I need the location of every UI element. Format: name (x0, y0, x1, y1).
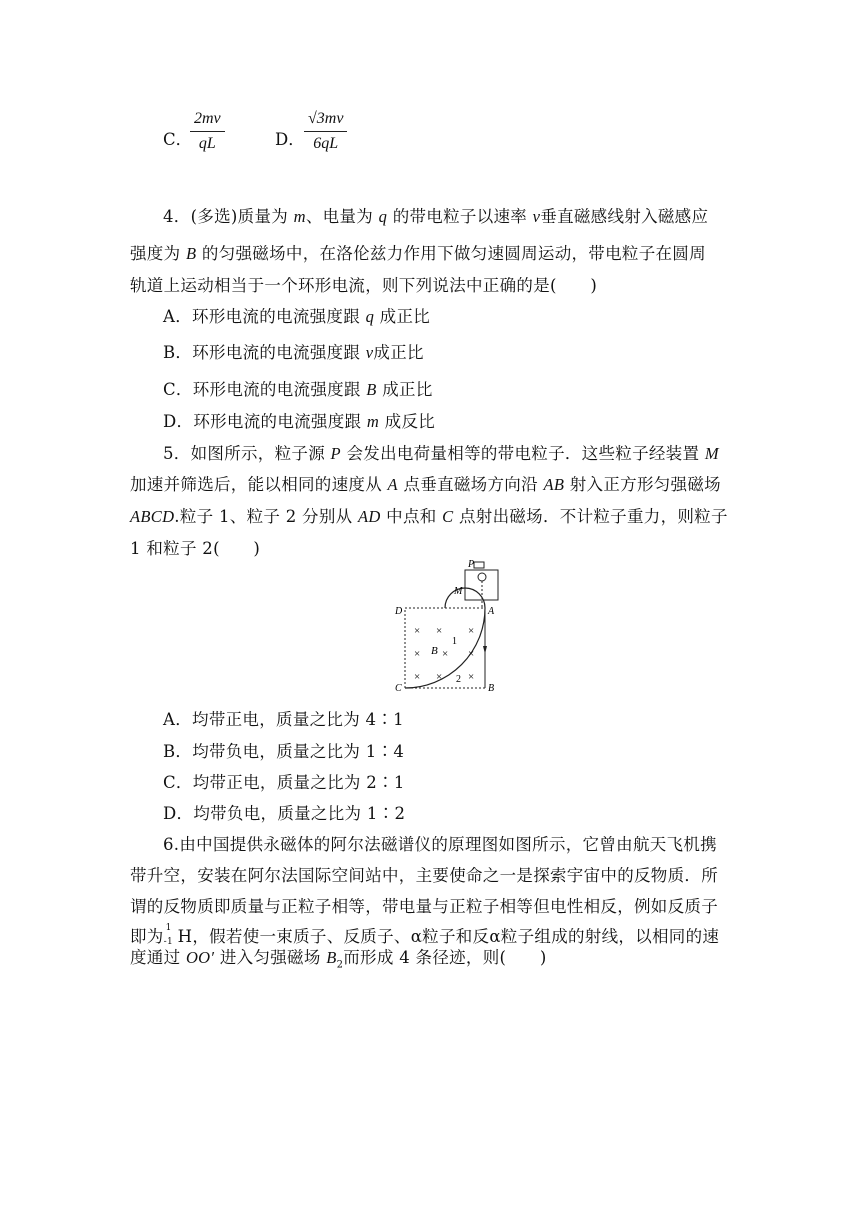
q3-option-d-fraction (304, 110, 347, 153)
q5-option-b[interactable]: B．均带负电，质量之比为 1∶4 (163, 742, 405, 761)
arrow-down-icon (483, 646, 487, 654)
q4-option-a[interactable]: A．环形电流的电流强度跟 q 成正比 (163, 307, 431, 326)
q5-stem-line4: 1 和粒子 2( ) (130, 539, 261, 558)
q6-stem-line5: 度通过 OO′ 进入匀强磁场 $B_2$而形成 4 条径迹，则( ) (130, 948, 547, 971)
q3-option-d-numerator: √3mv (304, 110, 347, 132)
q5-figure (390, 558, 505, 698)
q3-option-c-label: C． (163, 130, 193, 149)
field-cross: × (468, 648, 475, 660)
q5-stem-line3: ABCD.粒子 1、粒子 2 分别从 AD 中点和 C 点射出磁场．不计粒子重力，则粒子 (130, 507, 728, 526)
q4-stem-line2: 强度为 B 的匀强磁场中，在洛伦兹力作用下做匀速圆周运动，带电粒子在圆周 (130, 244, 706, 263)
q3-option-c-denominator: qL (198, 135, 216, 152)
q3-option-c-fraction (190, 110, 225, 153)
field-cross: × (468, 671, 475, 683)
source-box (474, 562, 484, 568)
label-c: C (395, 683, 402, 694)
q6-stem-line1: 6.由中国提供永磁体的阿尔法磁谱仪的原理图如图所示，它曾由航天飞机携 (163, 835, 717, 854)
label-path-1: 1 (452, 636, 457, 647)
q5-stem-line2: 加速并筛选后，能以相同的速度从 A 点垂直磁场方向沿 AB 射入正方形匀强磁场 (130, 475, 721, 494)
field-cross: × (414, 648, 421, 660)
q6-stem-line2: 带升空，安装在阿尔法国际空间站中，主要使命之一是探索宇宙中的反物质．所 (130, 866, 718, 885)
q6-stem-line4: 即为 1 -1 H，假若使一束质子、反质子、α粒子和反α粒子组成的射线，以相同的速 (130, 922, 720, 947)
q5-option-c[interactable]: C．均带正电，质量之比为 2∶1 (163, 773, 405, 792)
field-cross: × (442, 648, 449, 660)
q3-option-d-denominator: 6qL (313, 135, 339, 152)
label-b-corner: B (488, 683, 495, 694)
antiproton-symbol: 1 -1 (163, 922, 173, 947)
q5-option-a[interactable]: A．均带正电，质量之比为 4∶1 (163, 710, 404, 729)
q4-option-b[interactable]: B．环形电流的电流强度跟 v成正比 (163, 343, 424, 362)
q6-stem-line3: 谓的反物质即质量与正粒子相等，带电量与正粒子相等但电性相反，例如反质子 (130, 897, 718, 916)
label-a: A (488, 606, 495, 617)
field-cross: × (436, 625, 443, 637)
label-path-2: 2 (456, 674, 461, 685)
field-cross: × (414, 625, 421, 637)
q4-option-d[interactable]: D．环形电流的电流强度跟 m 成反比 (163, 412, 436, 431)
q4-stem-line1: 4．(多选)质量为 m、电量为 q 的带电粒子以速率 v垂直磁感线射入磁感应 (163, 207, 709, 226)
label-field-b: B (431, 645, 438, 657)
particle-source-icon (478, 573, 486, 581)
q3-option-d-label: D． (275, 130, 305, 149)
q4-stem-line3: 轨道上运动相当于一个环形电流，则下列说法中正确的是( ) (130, 276, 598, 295)
q5-stem-line1: 5．如图所示，粒子源 P 会发出电荷量相等的带电粒子．这些粒子经装置 M (163, 444, 719, 463)
field-cross: × (436, 671, 443, 683)
q3-option-c-numerator: 2mv (190, 110, 225, 132)
field-cross: × (468, 625, 475, 637)
sqrt-icon: √ (308, 110, 317, 127)
q5-option-d[interactable]: D．均带负电，质量之比为 1∶2 (163, 804, 406, 823)
field-cross: × (414, 671, 421, 683)
label-d: D (395, 606, 403, 617)
label-m: M (454, 586, 463, 597)
label-p: P (468, 559, 475, 570)
q4-option-c[interactable]: C．环形电流的电流强度跟 B 成正比 (163, 380, 433, 399)
